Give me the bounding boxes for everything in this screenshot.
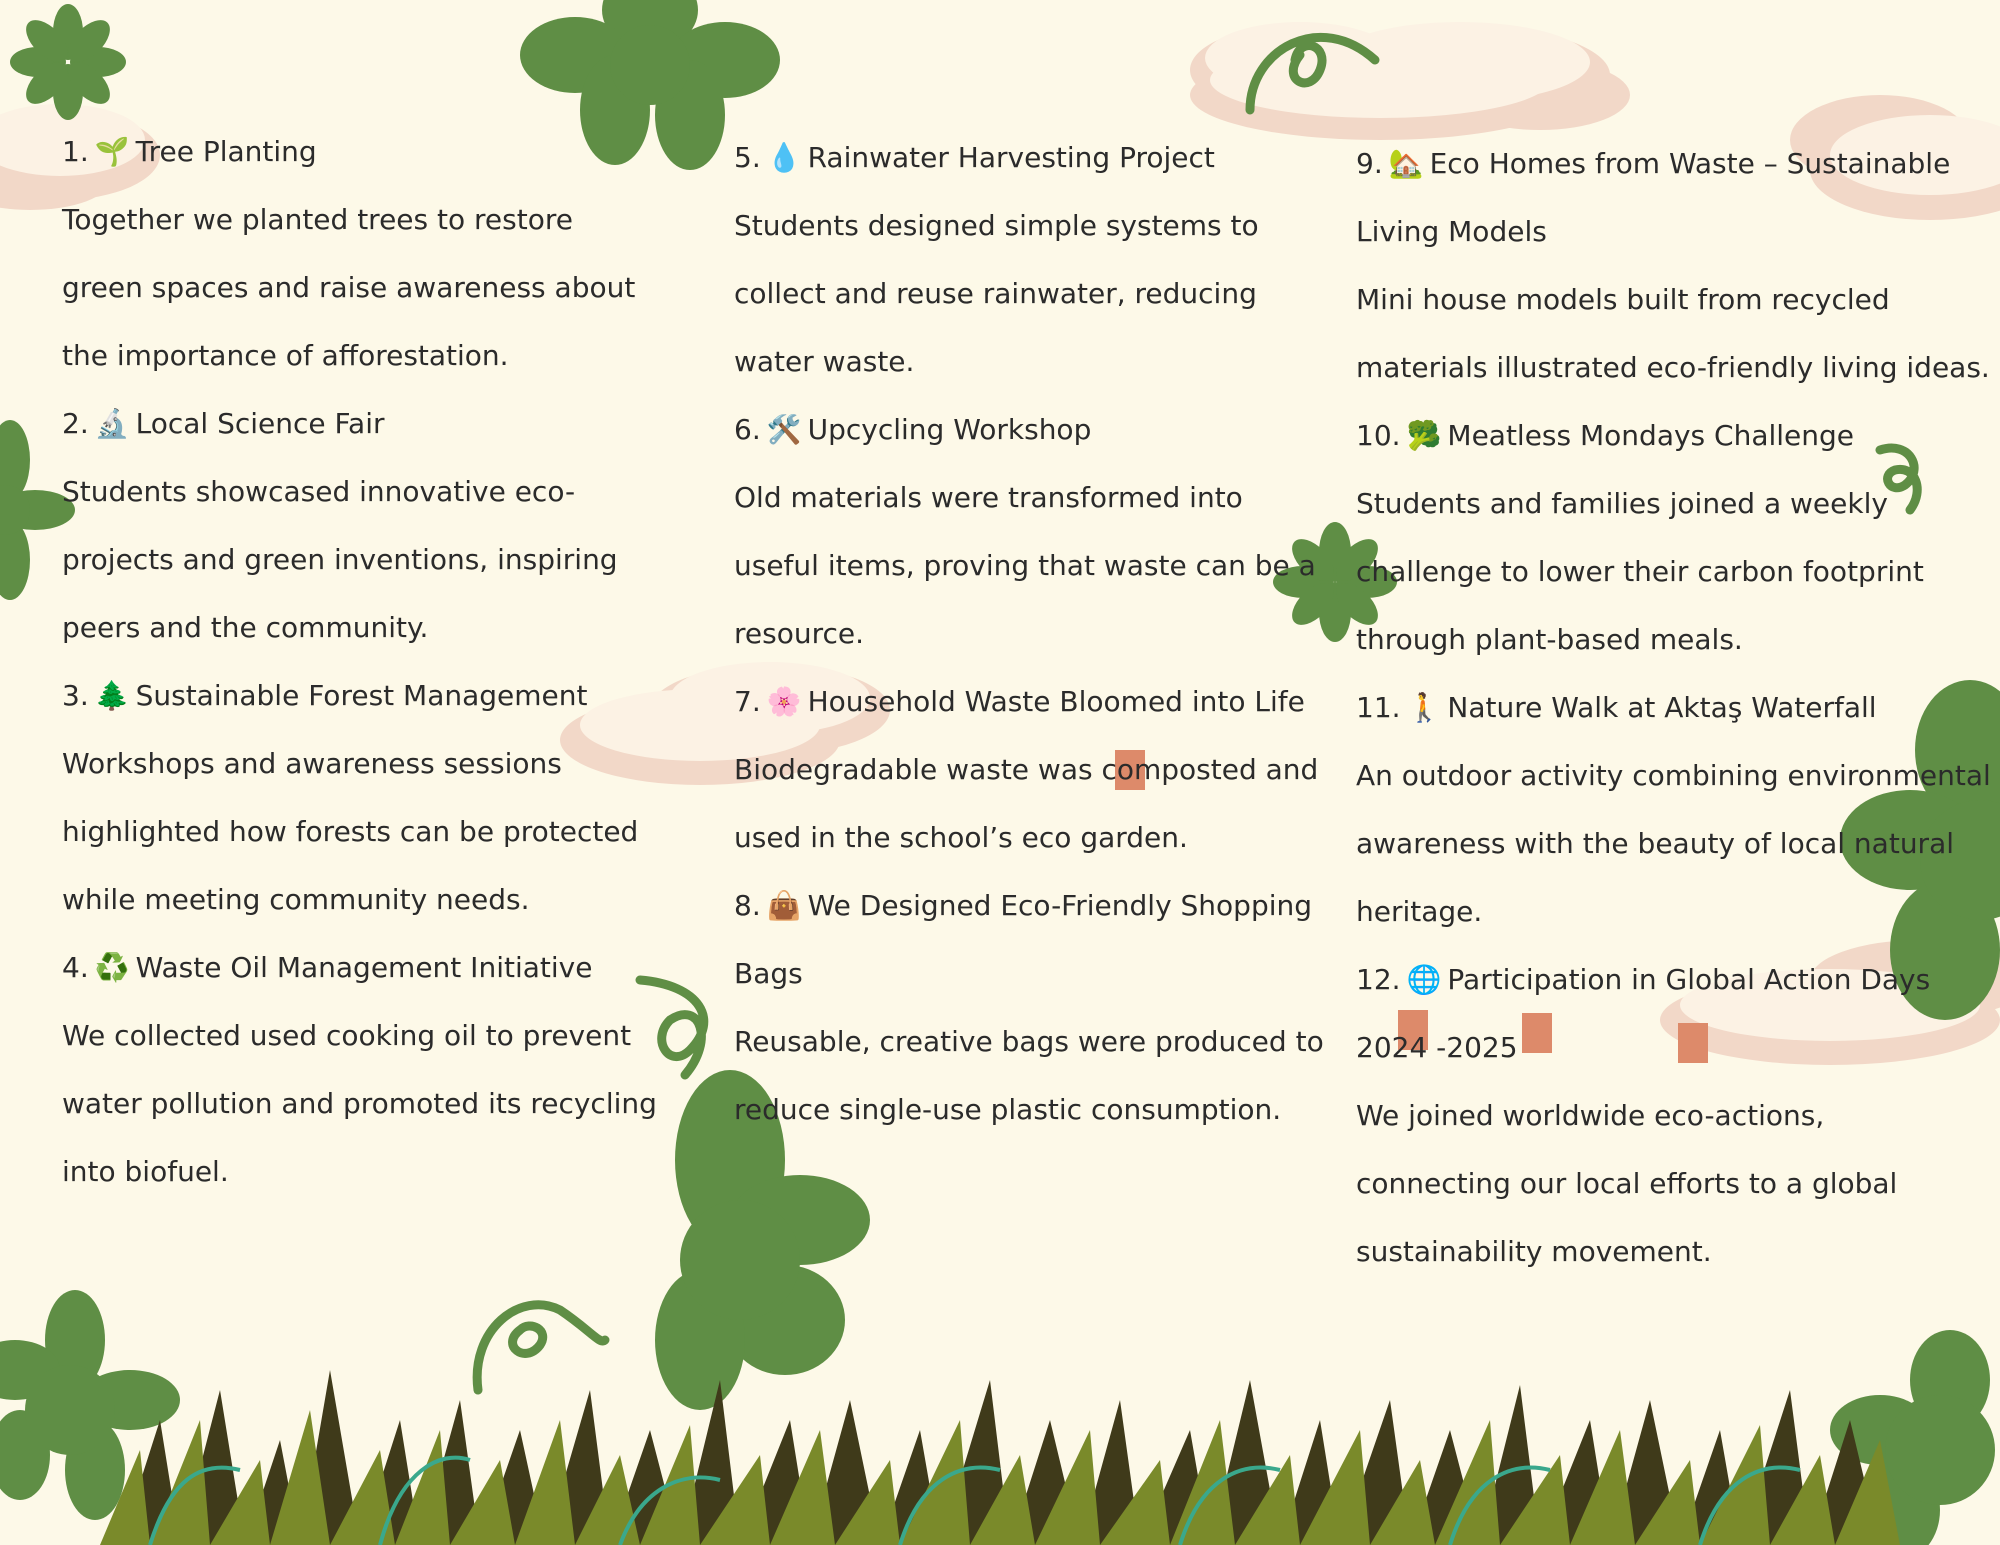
item-number: 9.: [1356, 147, 1383, 180]
item-number: 4.: [62, 951, 89, 984]
item-number: 11.: [1356, 691, 1401, 724]
item-number: 8.: [734, 889, 761, 922]
activity-title: [1356, 130, 1992, 266]
item-title-text: We Designed Eco-Friendly Shopping Bags: [734, 889, 1313, 990]
activity-title: [734, 124, 1334, 192]
item-title-text: Sustainable Forest Management: [135, 679, 588, 712]
activity-description: Old materials were transformed into useful items, proving that waste can be a resource.: [734, 481, 1316, 650]
item-number: 1.: [62, 135, 89, 168]
activity-description: Students showcased innovative eco- projects and green inventions, inspiring peers and the community.: [62, 475, 618, 644]
activity-title: [734, 872, 1334, 1008]
activity-title: [1356, 402, 1992, 470]
item-title-text: Participation in Global Action Days 2024 -2025: [1356, 963, 1931, 1064]
curl-decoration: [477, 1305, 605, 1390]
item-number: 6.: [734, 413, 761, 446]
house-garden-icon: 🏡: [1388, 147, 1424, 180]
flower-decoration: [10, 4, 126, 120]
activity-title: [62, 390, 662, 458]
recycle-icon: ♻️: [94, 951, 130, 984]
activity-item: [1356, 130, 1992, 402]
activity-item: [734, 872, 1334, 1144]
item-title-text: Waste Oil Management Initiative: [135, 951, 593, 984]
activity-title: [62, 934, 662, 1002]
microscope-icon: 🔬: [94, 407, 130, 440]
item-title-text: Local Science Fair: [135, 407, 385, 440]
activity-item: [1356, 402, 1992, 674]
handbag-icon: 👜: [766, 889, 802, 922]
item-number: 12.: [1356, 963, 1401, 996]
activity-title: [734, 396, 1334, 464]
item-title-text: Meatless Mondays Challenge: [1447, 419, 1855, 452]
activity-item: [62, 390, 662, 662]
column-right: [1356, 130, 1992, 1286]
activity-description: Reusable, creative bags were produced to reduce single-use plastic consumption.: [734, 1025, 1324, 1126]
activity-description: Students and families joined a weekly challenge to lower their carbon footprint through plant-based meals.: [1356, 487, 1924, 656]
activity-item: [62, 934, 662, 1206]
broccoli-icon: 🥦: [1406, 419, 1442, 452]
grass-decoration: [100, 1370, 1900, 1545]
cherry-blossom-icon: 🌸: [766, 685, 802, 718]
item-number: 5.: [734, 141, 761, 174]
droplet-icon: 💧: [766, 141, 802, 174]
hammer-wrench-icon: 🛠️: [766, 413, 802, 446]
activity-item: [734, 124, 1334, 396]
activity-item: [1356, 674, 1992, 946]
item-title-text: Nature Walk at Aktaş Waterfall: [1447, 691, 1877, 724]
person-walking-icon: 🚶: [1406, 691, 1442, 724]
globe-icon: 🌐: [1406, 963, 1442, 996]
activity-title: [62, 662, 662, 730]
item-title-text: Upcycling Workshop: [807, 413, 1092, 446]
activity-item: [734, 668, 1334, 872]
item-title-text: Household Waste Bloomed into Life: [807, 685, 1305, 718]
item-title-text: Eco Homes from Waste – Sustainable Living Models: [1356, 147, 1951, 248]
evergreen-tree-icon: 🌲: [94, 679, 130, 712]
activity-item: [62, 118, 662, 390]
activity-title: [734, 668, 1334, 736]
seedling-icon: 🌱: [94, 135, 130, 168]
activity-description: We joined worldwide eco-actions, connecting our local efforts to a global sustainability movement.: [1356, 1099, 1898, 1268]
activity-item: [1356, 946, 1992, 1286]
activity-description: Students designed simple systems to collect and reuse rainwater, reducing water waste.: [734, 209, 1259, 378]
activity-item: [734, 396, 1334, 668]
item-number: 3.: [62, 679, 89, 712]
column-left: [62, 118, 662, 1206]
item-number: 2.: [62, 407, 89, 440]
activity-title: [1356, 674, 1992, 742]
item-title-text: Rainwater Harvesting Project: [807, 141, 1215, 174]
activity-description: Together we planted trees to restore green spaces and raise awareness about the importance of afforestation.: [62, 203, 636, 372]
activity-description: Workshops and awareness sessions highlighted how forests can be protected while meeting community needs.: [62, 747, 639, 916]
activity-description: Biodegradable waste was composted and used in the school’s eco garden.: [734, 753, 1319, 854]
activity-title: [1356, 946, 1992, 1082]
activity-description: Mini house models built from recycled materials illustrated eco-friendly living ideas.: [1356, 283, 1990, 384]
item-number: 7.: [734, 685, 761, 718]
activity-description: We collected used cooking oil to prevent water pollution and promoted its recycling into biofuel.: [62, 1019, 657, 1188]
activity-description: An outdoor activity combining environmental awareness with the beauty of local natural heritage.: [1356, 759, 1991, 928]
item-title-text: Tree Planting: [135, 135, 317, 168]
activity-title: [62, 118, 662, 186]
column-middle: [734, 124, 1334, 1144]
activity-item: [62, 662, 662, 934]
item-number: 10.: [1356, 419, 1401, 452]
